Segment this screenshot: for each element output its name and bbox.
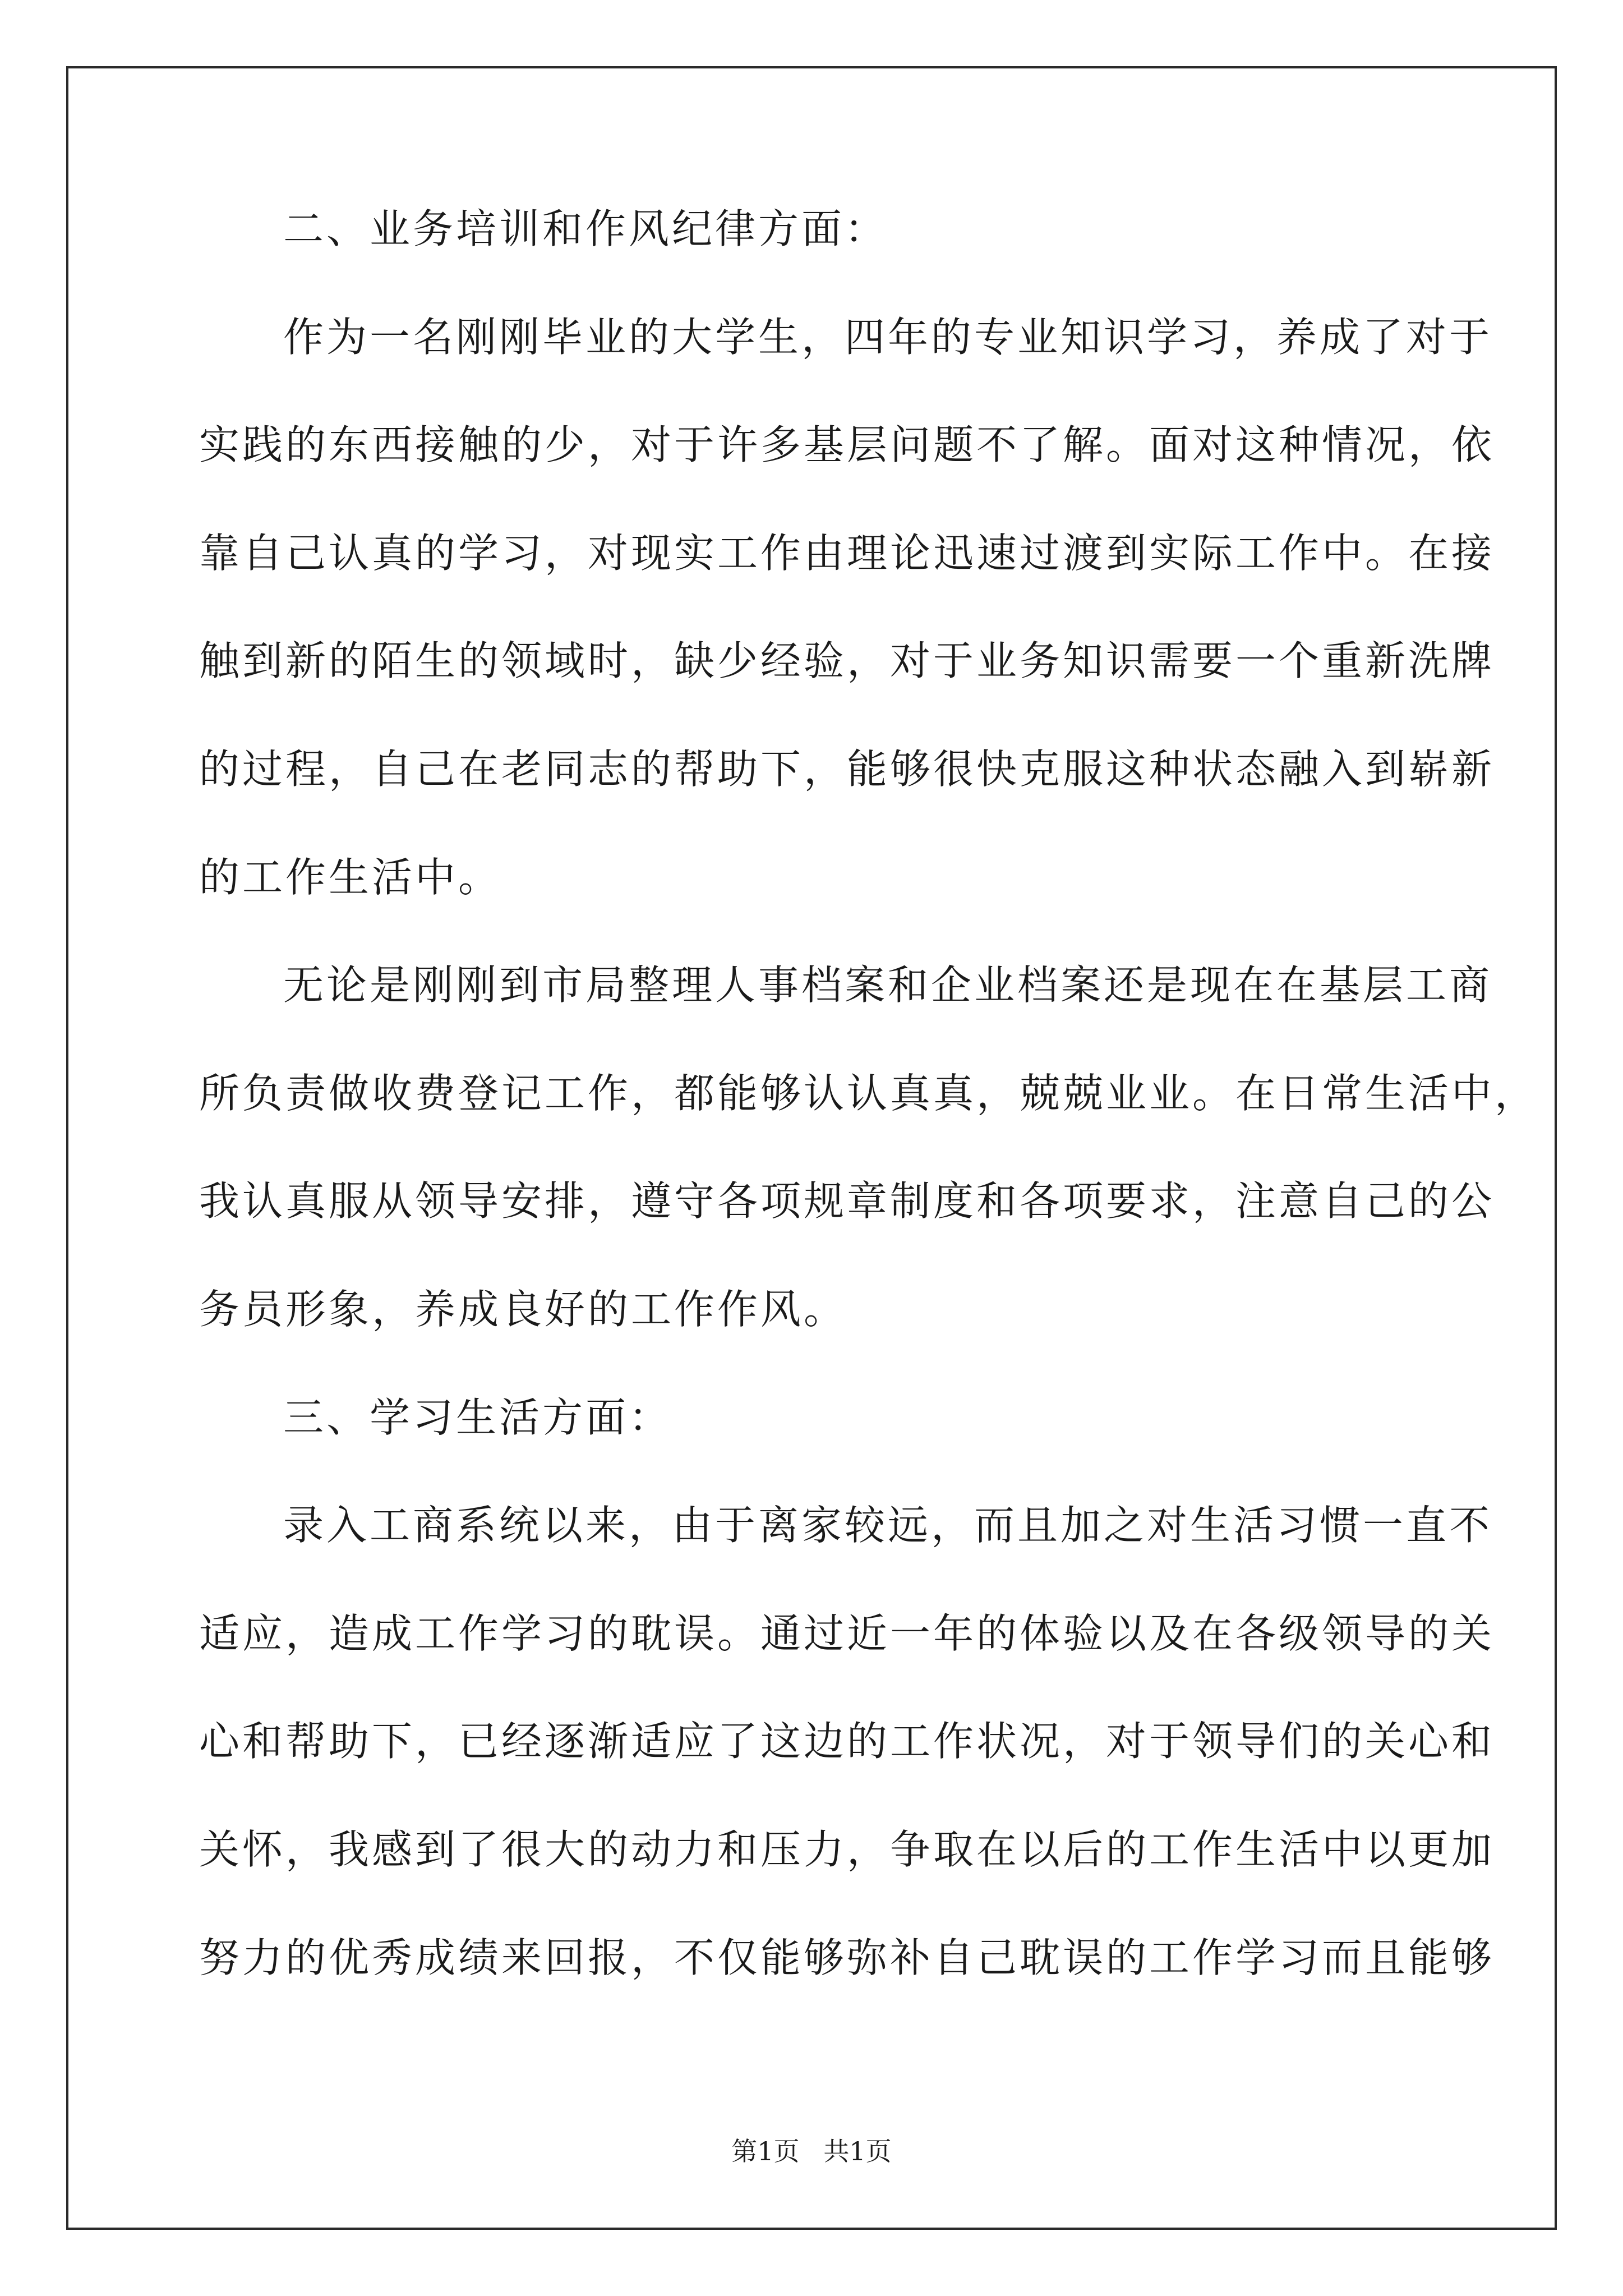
paragraph-line: 触到新的陌生的领域时，缺少经验，对于业务知识需要一个重新洗牌 [199,637,1495,684]
paragraph-line: 靠自己认真的学习，对现实工作由理论迅速过渡到实际工作中。在接 [199,530,1495,577]
paragraph-line: 适应，造成工作学习的耽误。通过近一年的体验以及在各级领导的关 [199,1610,1495,1657]
paragraph-line: 我认真服从领导安排，遵守各项规章制度和各项要求，注意自己的公 [199,1177,1495,1225]
page-total: 共1页 [823,2136,892,2166]
paragraph-line: 努力的优秀成绩来回报，不仅能够弥补自己耽误的工作学习而且能够 [199,1934,1495,1981]
paragraph-line: 的过程，自己在老同志的帮助下，能够很快克服这种状态融入到崭新 [199,746,1495,793]
page-footer [0,2134,1623,2168]
page-border [66,66,1557,2230]
page-number: 第1页 [731,2136,800,2166]
section-heading-study: 三、学习生活方面： [283,1394,672,1441]
paragraph-line: 务员形象，养成良好的工作作风。 [199,1286,847,1333]
paragraph-line: 心和帮助下，已经逐渐适应了这边的工作状况，对于领导们的关心和 [199,1718,1495,1765]
paragraph-line: 关怀，我感到了很大的动力和压力，争取在以后的工作生活中以更加 [199,1826,1495,1873]
paragraph-line: 所负责做收费登记工作，都能够认认真真，兢兢业业。在日常生活中， [199,1070,1538,1117]
paragraph-line: 作为一名刚刚毕业的大学生，四年的专业知识学习，养成了对于 [283,314,1493,361]
paragraph-line: 的工作生活中。 [199,854,502,901]
section-heading-training: 二、业务培训和作风纪律方面： [283,205,888,252]
paragraph-line: 实践的东西接触的少，对于许多基层问题不了解。面对这种情况，依 [199,421,1495,468]
paragraph-line: 无论是刚刚到市局整理人事档案和企业档案还是现在在基层工商 [283,961,1493,1009]
paragraph-line: 录入工商系统以来，由于离家较远，而且加之对生活习惯一直不 [283,1502,1493,1549]
